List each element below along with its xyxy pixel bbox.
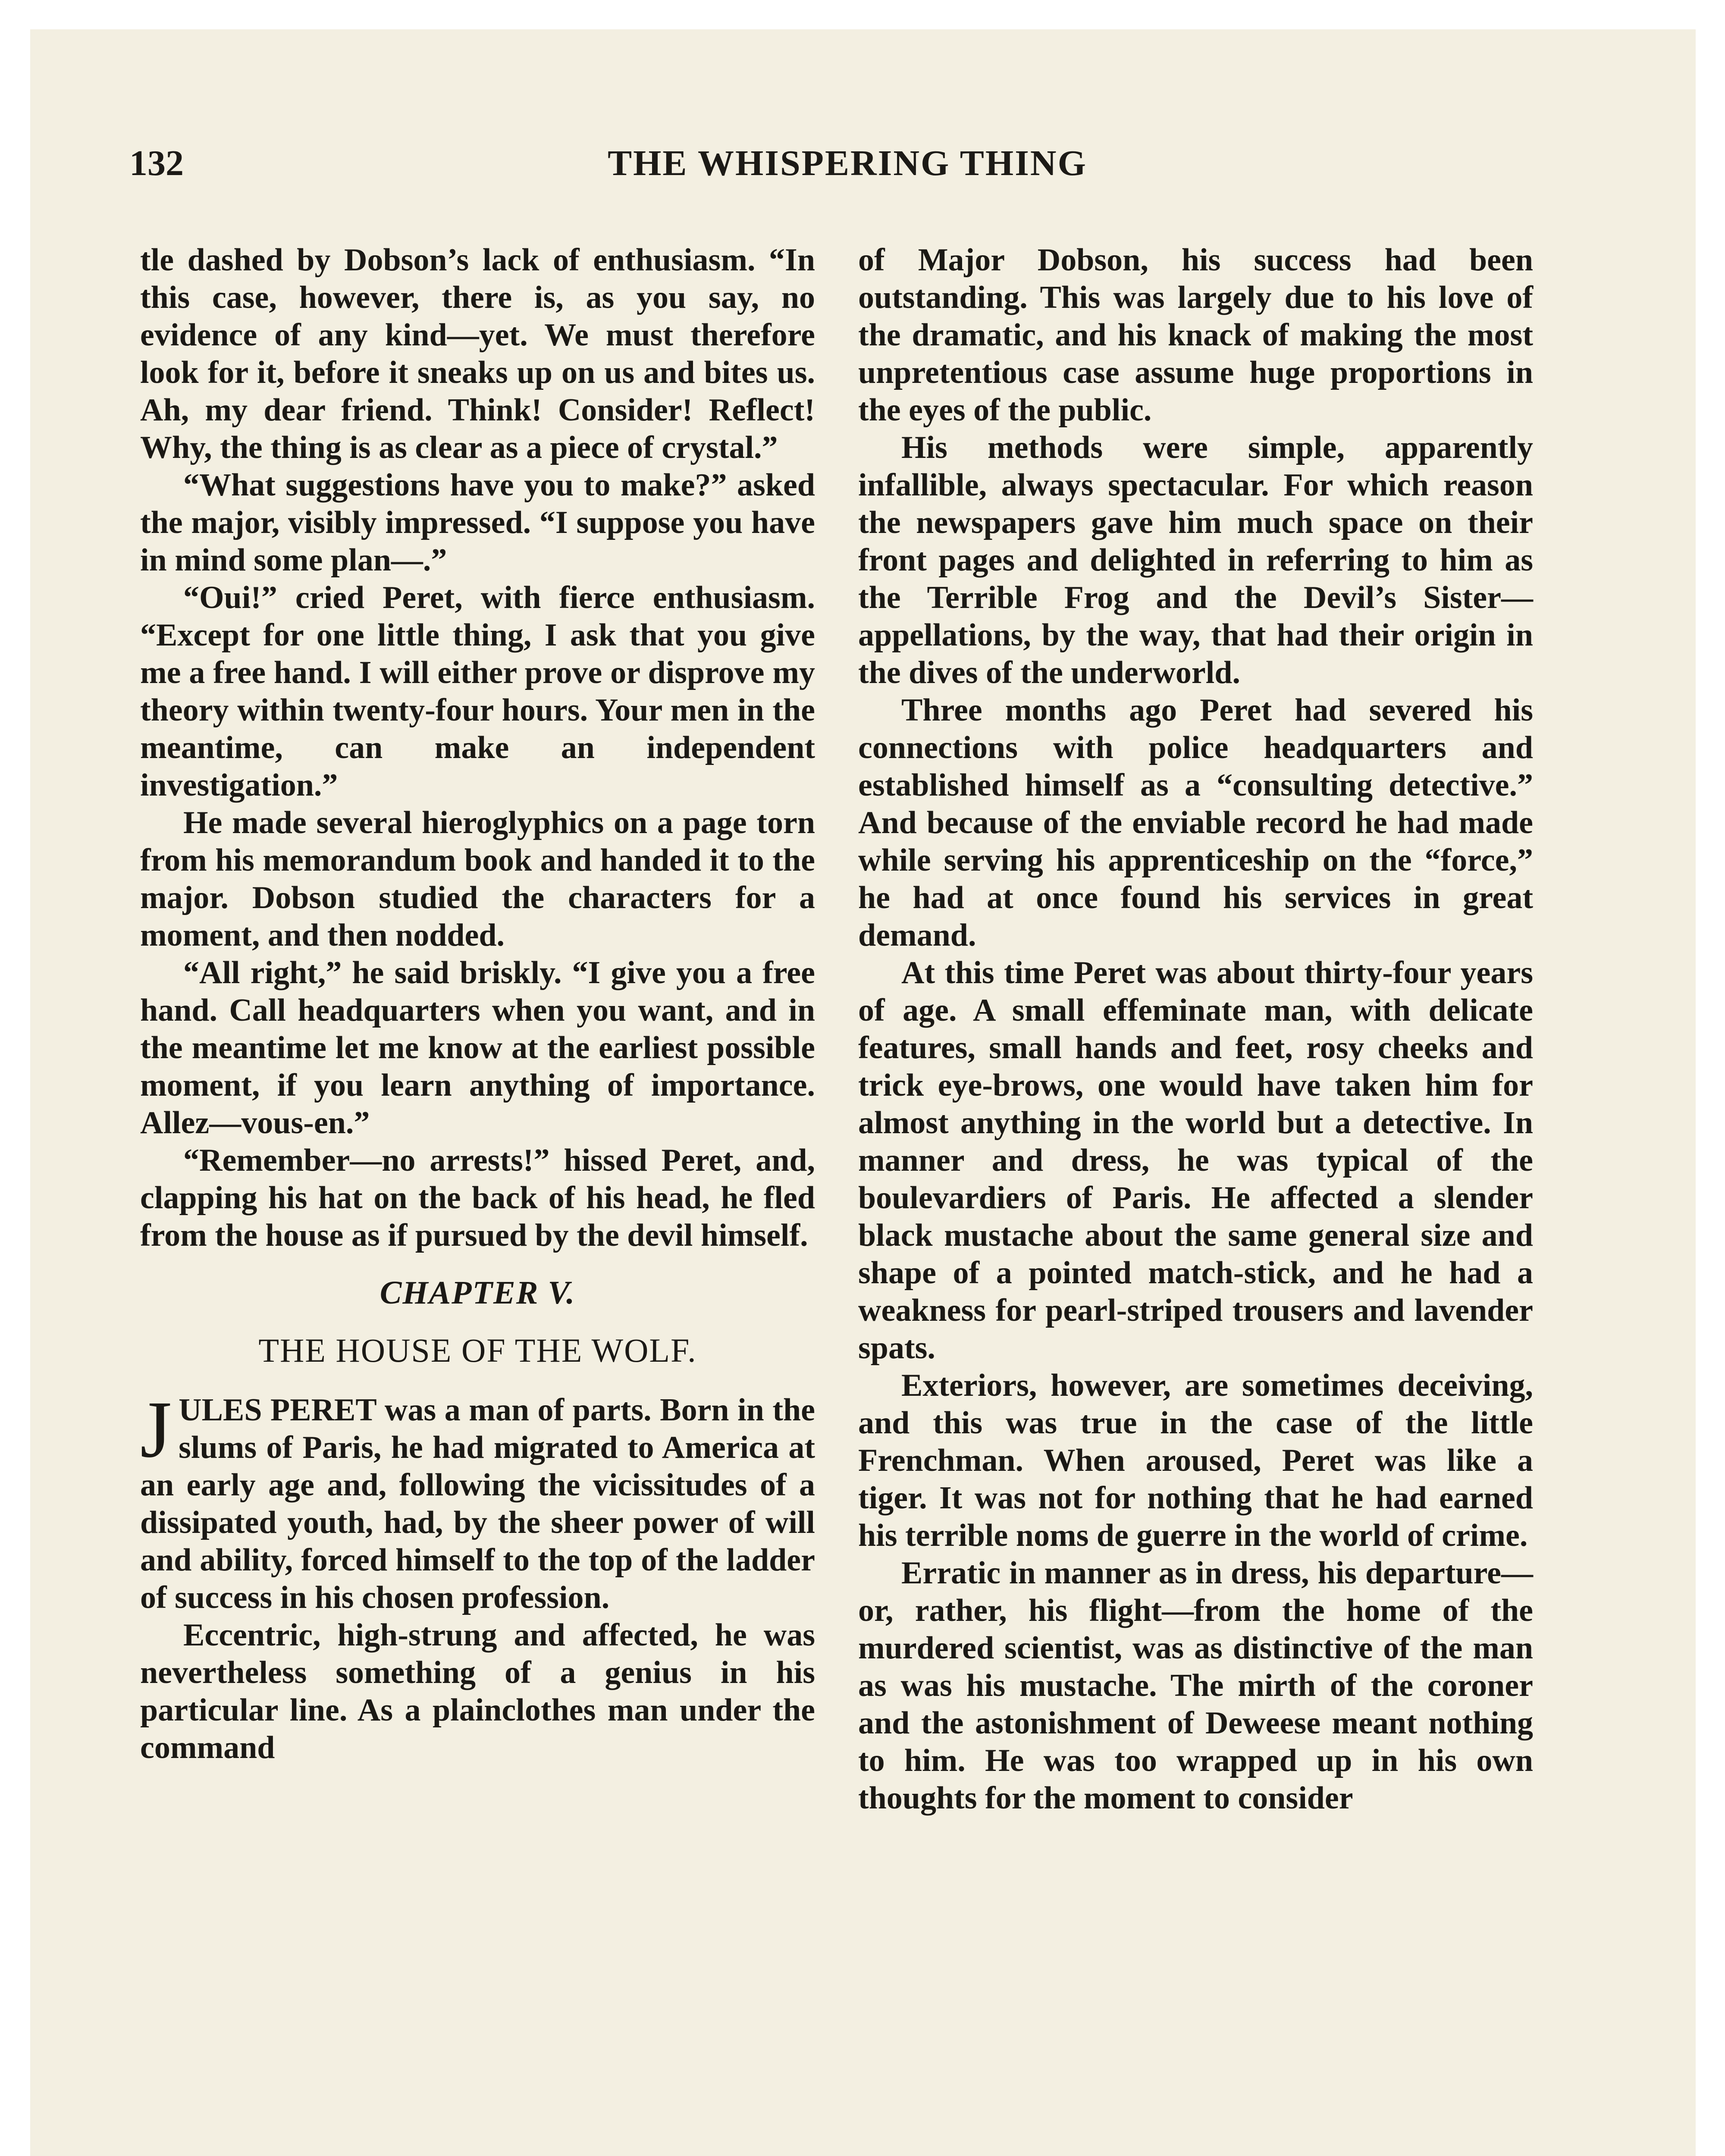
paragraph: “Oui!” cried Peret, with fierce enthusiasm. “Except for one little thing, I ask that you give me a free hand. I will either prove or disprove my theory within twenty-four hours. Your men in the meantime, can make an independent investigation.” [140,580,815,803]
right-column [858,241,1533,1817]
paragraph: At this time Peret was about thirty-four years of age. A small effeminate man, with delicate features, small hands and feet, rosy cheeks and trick eye-brows, one would have taken him for almost anything in the world but a detective. In manner and dress, he was typical of the boulevardiers of Paris. He affected a slender black mustache about the same general size and shape of a pointed match-stick, and he had a weakness for pearl-striped trousers and lavender spats. [858,955,1533,1366]
paragraph: Three months ago Peret had severed his connections with police headquarters and established himself as a “consulting detective.” And because of the enviable record he had made while serving his apprenticeship on the “force,” he had at once found his services in great demand. [858,693,1533,953]
paragraph: Erratic in manner as in dress, his departure—or, rather, his flight—from the home of the murdered scientist, was as distinctive of the man as was his mustache. The mirth of the coroner and the astonishment of Deweese meant nothing to him. He was too wrapped up in his own thoughts for the moment to consider [858,1555,1533,1816]
paragraph: “Remember—no arrests!” hissed Peret, and, clapping his hat on the back of his head, he fled from the house as if pursued by the devil himself. [140,1143,815,1253]
running-head: THE WHISPERING THING [608,143,1087,183]
left-column [140,241,815,1767]
paragraph: of Major Dobson, his success had been outstanding. This was largely due to his love of the dramatic, and his knack of making the most unpretentious case assume huge proportions in the eyes of the public. [858,242,1533,428]
chapter-opening-paragraph [140,1384,815,1617]
opening-text: ULES PERET was a man of parts. Born in the slums of Paris, he had migrated to America at an early age and, following the vicissitudes of a dissipated youth, had, by the sheer power of will and ability, forced himself to the top of the ladder of success in his chosen profession. [140,1392,815,1615]
paragraph: His methods were simple, apparently infallible, always spectacular. For which reason the newspapers gave him much space on their front pages and delighted in referring to him as the Terrible Frog and the Devil’s Sister—appellations, by the way, that had their origin in the dives of the underworld. [858,430,1533,690]
paragraph: He made several hieroglyphics on a page torn from his memorandum book and handed it to the major. Dobson studied the characters for a moment, and then nodded. [140,805,815,953]
drop-cap: J [140,1384,172,1474]
chapter-number: CHAPTER V. [380,1275,576,1311]
paragraph: Exteriors, however, are sometimes deceiving, and this was true in the case of the little Frenchman. When aroused, Peret was like a tiger. It was not for nothing that he had earned his terrible noms de guerre in the world of crime. [858,1368,1533,1553]
paragraph: Eccentric, high-strung and affected, he was nevertheless something of a genius in his particular line. As a plainclothes man under the command [140,1617,815,1765]
page-number: 132 [129,143,184,183]
paragraph: tle dashed by Dobson’s lack of enthusiasm. “In this case, however, there is, as you say, no evidence of any kind—yet. We must therefore look for it, before it sneaks up on us and bites us. Ah, my dear friend. Think! Consider! Reflect! Why, the thing is as clear as a piece of crystal.” [140,242,815,465]
chapter-title: THE HOUSE OF THE WOLF. [258,1332,697,1369]
paragraph: “What suggestions have you to make?” asked the major, visibly impressed. “I suppose you have in mind some plan—.” [140,467,815,578]
paragraph: “All right,” he said briskly. “I give you a free hand. Call headquarters when you want, and in the meantime let me know at the earliest possible moment, if you learn anything of importance. Allez—vous-en.” [140,955,815,1141]
page-header [129,142,1565,194]
